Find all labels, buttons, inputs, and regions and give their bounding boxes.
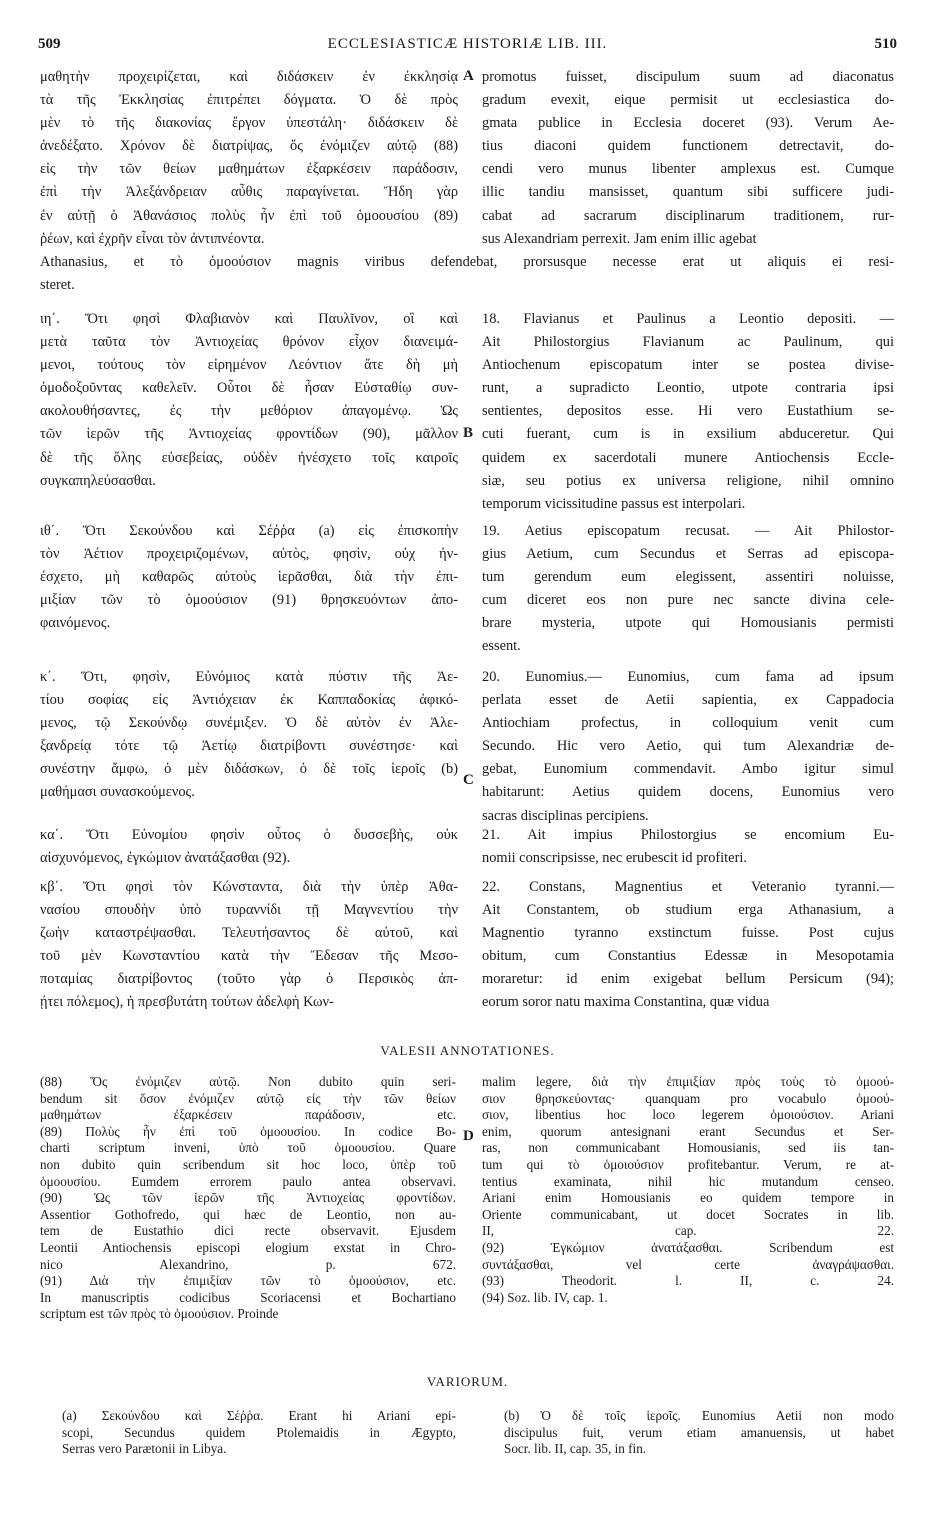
text-line: cuti fuerant, cum is in exsilium abduceretur. Qui [482, 426, 894, 443]
text-line: μιξίαν τῶν τὸ ὁμοούσιον (91) θρησκευόντων ἀπο- [40, 592, 458, 609]
text-line: ακολουθήσαντες, ἐς τὴν μεθόριον ἀπαγομένῳ. Ὡς [40, 403, 458, 420]
text-line: promotus fuisset, discipulum suum ad diaconatus [482, 69, 894, 85]
latin-section-18 [482, 308, 894, 516]
text-line: ποταμίας διατρίβοντος (τοῦτο γὰρ ὁ Περσικὸς ἀπ- [40, 971, 458, 988]
page-number-right: 510 [874, 36, 897, 52]
text-line: Antiochiam profectus, in colloquium venit cum [482, 715, 894, 732]
text-line: μετὰ ταῦτα τὸν Ἀντιοχείας θρόνον εἶχον διανειμά- [40, 334, 458, 351]
text-line: κ΄. Ὅτι, φησὶν, Εὐνόμιος κατὰ πύστιν τῆς Ἀε- [40, 669, 458, 685]
latin-intro [482, 66, 894, 251]
greek-section-18 [40, 308, 458, 493]
text-line: τὰ τῆς Ἐκκλησίας ἐπιτρέπει δόγματα. Ὁ δὲ πρὸς [40, 92, 458, 109]
text-line: tum gerendum eum elegissent, assentiri noluisse, [482, 569, 894, 586]
text-line: συντάξασθαι, vel certe ἀναγράψασθαι. [482, 1256, 894, 1272]
greek-section-21 [40, 824, 458, 870]
text-line: perlata esset de Aetii sapientia, ex Cappadocia [482, 692, 894, 709]
text-line: δὲ τῆς ὅλης εὐσεβείας, οὐδὲν ἠνέσχετο τοῖς καιροῖς [40, 449, 458, 466]
greek-section-19 [40, 520, 458, 635]
text-line: τίου σοφίας εἰς Ἀντιόχειαν ἐκ Καππαδοκίας ἀφικό- [40, 692, 458, 709]
text-line: τοῦ μὲν Κωνσταντίου κατὰ τὴν Ἔδεσαν τῆς Μεσο- [40, 948, 458, 965]
text-line: ιθ΄. Ὅτι Σεκούνδου καὶ Σέῤῥα (a) εἰς ἐπισκοπὴν [40, 523, 458, 539]
text-line: quidem ex sacerdotali munere Antiochensis Eccle- [482, 449, 894, 466]
text-line: (b) Ὁ δὲ τοῖς ἱεροῖς. Eunomius Aetii non modo [504, 1408, 894, 1423]
text-line: runt, a supradicto Leontio, utpote contraria ipsi [482, 380, 894, 397]
text-line: tentius examinata, nihil hic mutandum censeo. [482, 1173, 894, 1189]
text-line: σιον, libentius hoc loco legerem ὁμοιούσιον. Ariani [482, 1107, 894, 1123]
text-line: charti scriptum inveni, ὑπὸ τοῦ ὁμοουσίου. Quare [40, 1140, 456, 1156]
text-line: συνέστην ἄμφω, ὁ μὲν διδάσκων, ὁ δὲ τοῖς ἱεροῖς (b) [40, 761, 458, 778]
text-line: ῄτει πόλεμος), ἡ πρεσβυτάτη τούτων ἀδελφὴ Κων- [40, 994, 334, 1011]
text-line: gebat, Eunomium commendavit. Ambo igitur simul [482, 761, 894, 778]
text-line: ἀνεδέξατο. Χρόνον δὲ διατρίψας, ὅς ἐνόμιζεν αὐτῷ (88) [40, 138, 458, 155]
text-line: (92) Ἐγκώμιον ἀνατάξασθαι. Scribendum est [482, 1239, 894, 1255]
text-line: Athanasius, et τὸ ὁμοούσιον magnis viribus defendebat, prorsusque necesse erat ut aliquis ei resi- [40, 254, 894, 270]
text-line: μενοι, τούτους τὸν εἰρημένον Λεόντιον ἅτε δὴ μὴ [40, 357, 458, 374]
valesii-heading: VALESII ANNOTATIONES. [380, 1043, 555, 1058]
text-line: έσχετο, μὴ καθαρῶς αὐτοὺς ἱερᾶσθαι, διὰ τὴν ἐπι- [40, 569, 458, 586]
running-title: ECCLESIASTICÆ HISTORIÆ LIB. III. [327, 36, 608, 52]
text-line: gradum evexit, eique permisit ut ecclesiastica do- [482, 92, 894, 109]
latin-section-20 [482, 666, 894, 828]
text-line: φαινόμενος. [40, 615, 111, 632]
text-line: Socr. lib. II, cap. 35, in fin. [504, 1441, 647, 1457]
text-line: ὁμοουσίου. Eumdem errorem paulo antea observavi. [40, 1173, 456, 1189]
text-line: ἐν αὐτῇ ὁ Ἀθανάσιος πολὺς ἦν ἐπὶ τοῦ ὁμοουσίου (89) [40, 207, 458, 224]
text-line: (93) Theodorit. l. II, c. 24. [482, 1273, 894, 1289]
text-line: τὸν Ἀέτιον προχειριζομένων, αὐτὸς, φησὶν, οὐχ ἠν- [40, 546, 458, 563]
latin-section-21 [482, 824, 894, 870]
text-line: Oriente communicabant, ut docet Socrates in lib. [482, 1206, 894, 1222]
variorum-notes-left [62, 1408, 456, 1458]
text-line: cabat ad sacrarum disciplinarum traditionem, rur- [482, 207, 894, 224]
text-line: τῶν ἱερῶν τῆς Ἀντιοχείας φροντίδων (90), μᾶλλον [40, 426, 458, 443]
text-line: tem de Eustathio dici recte observavit. Ejusdem [40, 1223, 456, 1239]
text-line: συγκαπηλεύσασθαι. [40, 472, 156, 489]
text-line: scopi, Secundus quidem Ptolemaidis in Ægypto, [62, 1424, 456, 1440]
text-line: Secundo. Hic vero Aetio, qui tum Alexandriæ de- [482, 738, 894, 755]
text-line: μὲν τὸ τῆς διακονίας ἔργον ὑπεστάλη· διδάσκειν δὲ [40, 115, 458, 132]
text-line: (90) Ὡς τῶν ἱερῶν τῆς Ἀντιοχείας φροντίδων. [40, 1190, 456, 1206]
text-line: nomii conscripsisse, nec erubescit id profiteri. [482, 850, 747, 867]
text-line: μαθημάτων ἐξαρκέσειν παράδοσιν, etc. [40, 1107, 456, 1123]
text-line: sus Alexandriam perrexit. Jam enim illic agebat [482, 230, 757, 247]
text-line: ιη΄. Ὅτι φησὶ Φλαβιανὸν καὶ Παυλῖνον, οἳ καὶ [40, 311, 458, 327]
text-line: sentientes, depositos esse. Hi vero Eustathium se- [482, 403, 894, 420]
greek-section-22 [40, 876, 458, 1015]
margin-letter-a: A [463, 68, 474, 84]
text-line: cum diceret eos non pure nec sancte divina cele- [482, 592, 894, 609]
valesii-notes-right [482, 1074, 894, 1306]
text-line: obitum, cum Constantius Edessæ in Mesopotamia [482, 948, 894, 965]
text-line: Ait Constantem, ob studium erga Athanasium, a [482, 902, 894, 919]
variorum-heading: VARIORUM. [426, 1374, 509, 1389]
text-line: cendi vero munus libenter amplexus est. Cumque [482, 161, 894, 178]
margin-letter-c: C [463, 772, 474, 788]
page-number-left: 509 [38, 36, 61, 52]
text-line: ζωὴν καταστρέψασθαι. Τελευτήσαντος δὲ αὐτοῦ, καὶ [40, 925, 458, 942]
text-line: tum qui τὸ ὁμοιούσιον profitebantur. Verum, re at- [482, 1156, 894, 1172]
text-line: scriptum est τῶν πρὸς τὸ ὁμοούσιον. Proinde [40, 1306, 279, 1322]
text-line: (a) Σεκούνδου καὶ Σέῤῥα. Erant hi Ariani epi- [62, 1408, 456, 1423]
text-line: In manuscriptis codicibus Scoriacensi et Bochartiano [40, 1289, 456, 1305]
text-line: bendum sit ὅσον ἐνόμιζεν αὐτῷ εἰς τὴν τῶν θείων [40, 1090, 456, 1106]
text-line: illic tandiu mansisset, quantum sibi sufficere judi- [482, 184, 894, 201]
variorum-notes-right [504, 1408, 894, 1458]
text-line: moraretur: id enim exigebat bellum Persicum (94); [482, 971, 894, 988]
text-line: gmata publice in Ecclesia doceret (93). Verum Ae- [482, 115, 894, 132]
greek-section-20 [40, 666, 458, 805]
latin-section-19 [482, 520, 894, 659]
text-line: 18. Flavianus et Paulinus a Leontio depositi. — [482, 311, 894, 327]
running-head [38, 36, 897, 58]
text-line: εἰς τὴν τῶν θείων μαθημάτων ἐξαρκέσειν παράδοσιν, [40, 161, 458, 178]
text-line: (94) Soz. lib. IV, cap. 1. [482, 1289, 608, 1305]
text-line: ῥέων, καὶ ἐχρῆν εἶναι τὸν ἀντιπνέοντα. [40, 230, 265, 247]
text-line: tius diaconi quidem functionem detrectavit, do- [482, 138, 894, 155]
text-line: steret. [40, 277, 75, 294]
text-line: siæ, seu potius ex universa religione, nihil omnino [482, 472, 894, 489]
text-line: ras, non communicabant Homousianis, sed iis tan- [482, 1140, 894, 1156]
text-line: κα΄. Ὅτι Εὐνομίου φησὶν οὗτος ὁ δυσσεβὴς, οὐκ [40, 827, 458, 843]
margin-letter-d: D [463, 1128, 474, 1144]
text-line: 21. Ait impius Philostorgius se encomium Eu- [482, 827, 894, 843]
text-line: malim legere, διὰ τὴν ἐπιμιξίαν πρὸς τοὺς τὸ ὁμοού- [482, 1074, 894, 1089]
text-line: Ait Philostorgius Flavianum ac Paulinum, qui [482, 334, 894, 351]
text-line: αἰσχυνόμενος, ἐγκώμιον ἀνατάξασθαι (92). [40, 850, 291, 867]
text-line: κβ΄. Ὅτι φησὶ τὸν Κώνσταντα, διὰ τὴν ὑπὲρ Ἀθα- [40, 879, 458, 895]
text-line: ἐπὶ τὴν Ἀλεξάνδρειαν αὖθις παραγίνεται. Ἤδη γὰρ [40, 184, 458, 201]
text-line: Ariani enim Homousianis eo quidem tempore in [482, 1190, 894, 1206]
text-line: Leontii Antiochensis episcopi elogium exstat in Chro- [40, 1239, 456, 1255]
margin-letter-b: B [463, 425, 474, 441]
text-line: 22. Constans, Magnentius et Veteranio tyranni.— [482, 879, 894, 895]
text-line: ξανδρείᾳ τότε τῷ Ἀετίῳ διατρίβοντι συνέστησε· καὶ [40, 738, 458, 755]
text-line: Magnentio tyranno exstinctum fuisse. Post cujus [482, 925, 894, 942]
text-line: Antiochenum episcopatum inter se postea divise- [482, 357, 894, 374]
text-line: 19. Aetius episcopatum recusat. — Ait Philostor- [482, 523, 894, 539]
text-line: σιον θρησκεύοντας· quanquam pro vocabulo ὁμοού- [482, 1090, 894, 1106]
text-line: temporum vicissitudine passus est interpolari. [482, 495, 746, 512]
text-line: ὁμοδοξοῦντας καθελεῖν. Οὗτοι δὲ ἦσαν Εὐσταθίῳ συν- [40, 380, 458, 397]
text-line: Assentior Gothofredo, qui hæc de Leontio, non au- [40, 1206, 456, 1222]
text-line: eorum soror natu maxima Constantina, quæ vidua [482, 994, 770, 1011]
text-line: enim, quorum antesignani erant Secundus et Ser- [482, 1123, 894, 1139]
text-line: μαθήμασι συνασκούμενος. [40, 784, 195, 801]
text-line: essent. [482, 638, 521, 655]
text-line: non dubito quin scribendum sit hoc loco, ὑπὲρ τοῦ [40, 1156, 456, 1172]
text-line: μενος, τῷ Σεκούνδῳ συνέμιξεν. Ὁ δὲ αὐτὸν ἐν Ἀλε- [40, 715, 458, 732]
text-line: sacras disciplinas percipiens. [482, 807, 649, 824]
text-line: Serras vero Parætonii in Libya. [62, 1441, 227, 1457]
text-line: (89) Πολὺς ἦν ἐπὶ τοῦ ὁμοουσίου. In codice Bo- [40, 1123, 456, 1139]
text-line: habitarunt: Aetius quidem docens, Eunomius vero [482, 784, 894, 801]
valesii-notes-left [40, 1074, 456, 1323]
bridge-text [40, 251, 894, 297]
text-line: μαθητὴν προχειρίζεται, καὶ διδάσκειν ἐν ἐκκλησίᾳ [40, 69, 458, 85]
text-line: (91) Διὰ τὴν ἐπιμιξίαν τῶν τὸ ὁμοούσιον, etc. [40, 1273, 456, 1289]
text-line: II, cap. 22. [482, 1223, 894, 1239]
text-line: νασίου σπουδὴν ὑπὸ τυραννίδι τῇ Μαγνεντίου τὴν [40, 902, 458, 919]
text-line: brare mysteria, utpote qui Homousianis permisti [482, 615, 894, 632]
text-line: discipulus fuit, verum etiam amanuensis, ut habet [504, 1424, 894, 1440]
text-line: nico Alexandrino, p. 672. [40, 1256, 456, 1272]
text-line: (88) Ὅς ἐνόμιζεν αὐτῷ. Non dubito quin seri- [40, 1074, 456, 1089]
latin-section-22 [482, 876, 894, 1015]
text-line: 20. Eunomius.— Eunomius, cum fama ad ipsum [482, 669, 894, 685]
text-line: gius Aetium, cum Secundus et Serras ad episcopa- [482, 546, 894, 563]
greek-intro [40, 66, 458, 251]
